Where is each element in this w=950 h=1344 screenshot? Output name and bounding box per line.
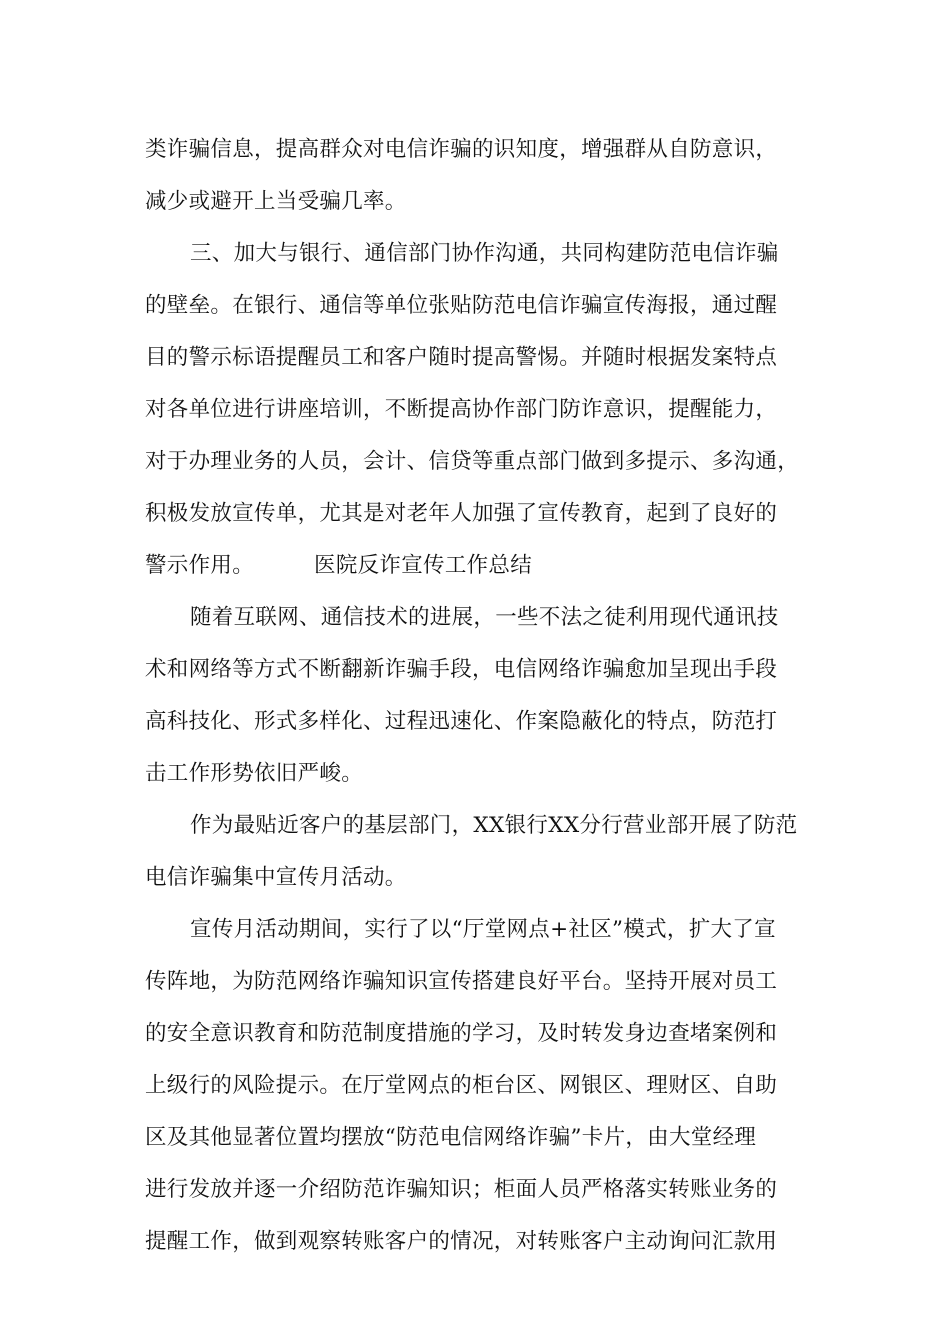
text-segment: 警示作用。 (145, 553, 255, 578)
text-line: 积极发放宣传单，尤其是对老年人加强了宣传教育，起到了良好的 (145, 501, 778, 526)
section-title: 医院反诈宣传工作总结 (314, 553, 533, 578)
paragraph-start-line: 宣传月活动期间，实行了以“厅堂网点+社区”模式，扩大了宣 (190, 917, 776, 942)
text-line: 上级行的风险提示。在厅堂网点的柜台区、网银区、理财区、自助 (145, 1073, 778, 1098)
text-line: 对于办理业务的人员，会计、信贷等重点部门做到多提示、多沟通， (145, 449, 800, 474)
paragraph-start-line: 三、加大与银行、通信部门协作沟通，共同构建防范电信诈骗 (190, 241, 779, 266)
text-line: 区及其他显著位置均摆放“防范电信网络诈骗”卡片，由大堂经理 (145, 1125, 757, 1150)
text-line: 提醒工作，做到观察转账客户的情况，对转账客户主动询问汇款用 (145, 1229, 778, 1254)
paragraph-start-line: 作为最贴近客户的基层部门，XX银行XX分行营业部开展了防范 (190, 813, 798, 838)
text-line: 击工作形势依旧严峻。 (145, 761, 364, 786)
text-line: 术和网络等方式不断翻新诈骗手段，电信网络诈骗愈加呈现出手段 (145, 657, 778, 682)
text-line (145, 553, 532, 579)
text-line: 减少或避开上当受骗几率。 (145, 189, 407, 214)
text-line: 类诈骗信息，提高群众对电信诈骗的识知度，增强群从自防意识， (145, 137, 778, 162)
text-line: 对各单位进行讲座培训，不断提高协作部门防诈意识，提醒能力， (145, 397, 778, 422)
text-line: 目的警示标语提醒员工和客户随时提高警惕。并随时根据发案特点 (145, 345, 778, 370)
text-line: 高科技化、形式多样化、过程迅速化、作案隐蔽化的特点，防范打 (145, 709, 778, 734)
text-line: 传阵地，为防范网络诈骗知识宣传搭建良好平台。坚持开展对员工 (145, 969, 778, 994)
text-line: 电信诈骗集中宣传月活动。 (145, 865, 407, 890)
text-line: 的安全意识教育和防范制度措施的学习，及时转发身边查堵案例和 (145, 1021, 778, 1046)
text-line: 进行发放并逐一介绍防范诈骗知识；柜面人员严格落实转账业务的 (145, 1177, 778, 1202)
text-line: 的壁垒。在银行、通信等单位张贴防范电信诈骗宣传海报，通过醒 (145, 293, 778, 318)
paragraph-start-line: 随着互联网、通信技术的进展，一些不法之徒利用现代通讯技 (190, 605, 779, 630)
